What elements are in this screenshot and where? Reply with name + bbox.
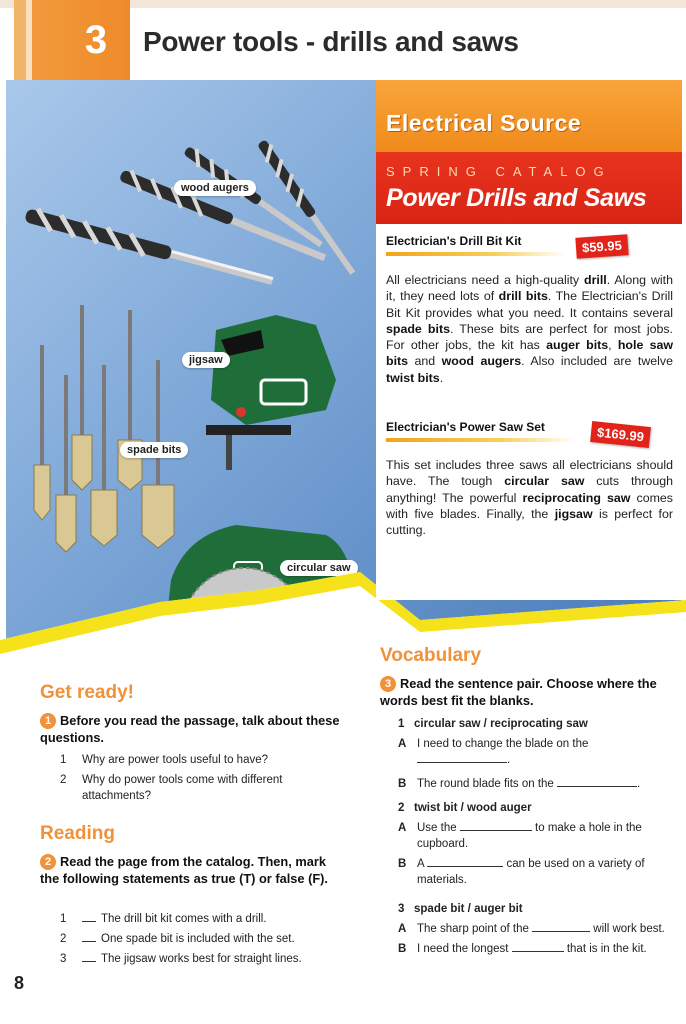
saw-set-rule — [386, 438, 576, 442]
unit-number: 3 — [84, 18, 108, 62]
jigsaw-icon — [206, 315, 336, 470]
catalog-brand: Electrical Source — [386, 110, 582, 136]
page-title: Power tools - drills and saws — [143, 26, 519, 57]
vocabulary-heading: Vocabulary — [380, 645, 482, 666]
exercise-number-icon: 2 — [40, 854, 56, 870]
answer-blank[interactable] — [557, 776, 637, 787]
vocab-sentence-b: B The round blade fits on the . — [398, 778, 641, 790]
catalog-season: SPRING CATALOG — [386, 164, 612, 179]
page-number: 8 — [14, 973, 25, 993]
answer-blank[interactable] — [82, 951, 96, 962]
reading-statements — [60, 911, 350, 971]
drill-kit-price: $59.95 — [575, 234, 628, 259]
answer-blank[interactable] — [532, 921, 590, 932]
saw-set-description: This set includes three saws all electricians should have. The tough circular saw cuts through anything! The powerful reciprocating saw comes with five blades. Finally, the jigsaw is perfect for cutting. — [386, 458, 673, 538]
answer-blank[interactable] — [417, 752, 507, 763]
label-wood-augers: wood augers — [174, 180, 256, 196]
reading-heading: Reading — [40, 823, 115, 844]
exercise-number-icon: 3 — [380, 676, 396, 692]
answer-blank[interactable] — [82, 911, 96, 922]
answer-blank[interactable] — [460, 820, 532, 831]
vocab-sentence-b: B A can be used on a variety of materials. — [398, 858, 645, 886]
get-ready-instruction: 1 Before you read the passage, talk about these questions. — [40, 713, 340, 745]
list-item: 1 Why are power tools useful to have? — [60, 754, 269, 766]
reading-instruction: 2 Read the page from the catalog. Then, mark the following statements as true (T) or false (F). — [40, 854, 328, 886]
list-item: 3 The jigsaw works best for straight lines. — [60, 953, 302, 965]
list-item: 2 One spade bit is included with the set. — [60, 933, 295, 945]
spade-bit-icon — [34, 305, 174, 552]
exercise-number-icon: 1 — [40, 713, 56, 729]
answer-blank[interactable] — [512, 941, 564, 952]
list-item: 2 Why do power tools come with different attachments? — [60, 774, 283, 802]
label-spade-bits: spade bits — [120, 442, 188, 458]
vocab-sentence-a: A Use the to make a hole in the cupboard. — [398, 822, 642, 850]
vocab-item: 1 circular saw / reciprocating saw A I need to change the blade on the . B The round blade fits on the . — [398, 716, 678, 792]
get-ready-questions — [60, 752, 340, 808]
vocab-sentence-a: A I need to change the blade on the . — [398, 738, 589, 766]
catalog-title: Power Drills and Saws — [386, 184, 647, 212]
vocab-sentence-b: B I need the longest that is in the kit. — [398, 943, 647, 955]
get-ready-heading: Get ready! — [40, 682, 134, 703]
vocab-sentence-a: A The sharp point of the will work best. — [398, 923, 665, 935]
vocab-item: 2 twist bit / wood auger A Use the to make a hole in the cupboard. B A can be used on a variety of materials. — [398, 800, 678, 888]
wood-auger-icon — [24, 138, 359, 290]
list-item: 1 The drill bit kit comes with a drill. — [60, 913, 267, 925]
catalog-panel — [376, 80, 682, 600]
vocab-item: 3 spade bit / auger bit A The sharp point of the will work best. B I need the longest that is in the kit. — [398, 901, 678, 957]
answer-blank[interactable] — [427, 856, 503, 867]
vocabulary-instruction: 3 Read the sentence pair. Choose where the words best fit the blanks. — [380, 676, 657, 708]
label-circular-saw: circular saw — [280, 560, 358, 576]
saw-set-price: $169.99 — [590, 421, 651, 448]
drill-kit-rule — [386, 252, 566, 256]
answer-blank[interactable] — [82, 931, 96, 942]
saw-set-name: Electrician's Power Saw Set — [386, 420, 545, 434]
label-jigsaw: jigsaw — [182, 352, 230, 368]
drill-kit-name: Electrician's Drill Bit Kit — [386, 234, 522, 248]
drill-kit-description: All electricians need a high-quality drill. Along with it, they need lots of drill bits. The Electrician's Drill Bit Kit provides what you need. It contains several spade bits. These bits are perfect for most jobs. For other jobs, the kit has auger bits, hole saw bits and wood augers. Also included are twelve twist bits. — [386, 273, 674, 385]
